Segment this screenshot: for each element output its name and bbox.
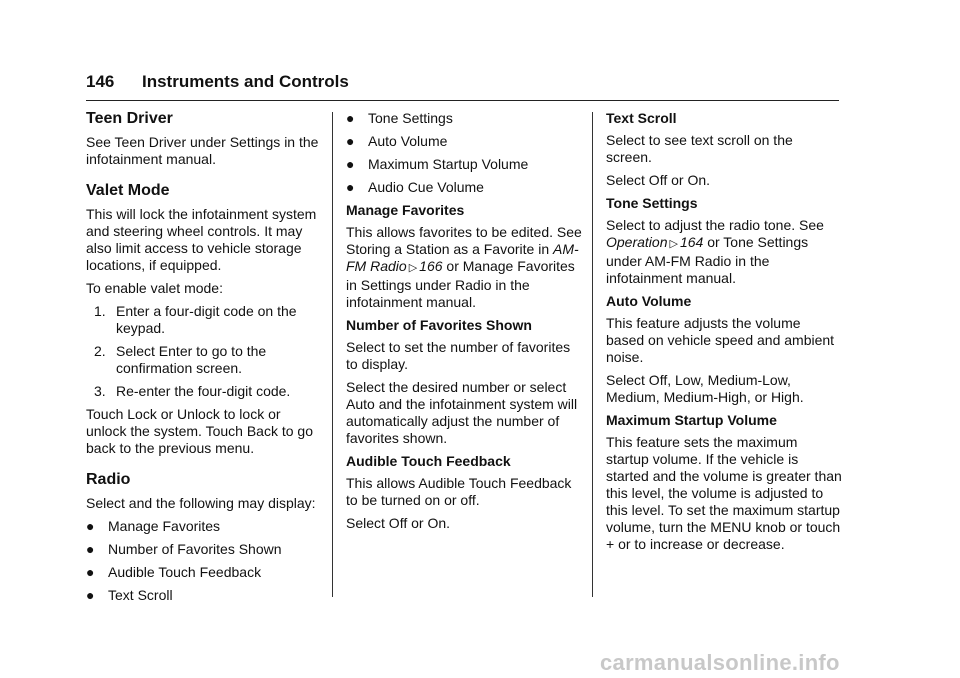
valet-mode-text: This will lock the infotainment system and steering wheel controls. It may also limit access to vehicle storage locations, if equipped. <box>86 206 317 273</box>
manage-favorites-text-b: or Manage Favorites in Settings under Radio in the infotainment manual. <box>346 258 575 310</box>
list-item <box>86 587 322 604</box>
step-number: 2. <box>94 343 106 359</box>
am-fm-radio-link[interactable]: AM-FM Radio <box>346 241 579 274</box>
valet-mode-heading: Valet Mode <box>86 182 170 199</box>
bullet-icon: ● <box>346 179 355 195</box>
column-divider <box>592 112 593 597</box>
list-item <box>346 156 582 173</box>
operation-link[interactable]: Operation <box>606 234 668 250</box>
section-title: Instruments and Controls <box>142 72 349 91</box>
valet-step <box>86 343 322 377</box>
radio-text: Select and the following may display: <box>86 495 316 511</box>
tone-settings-text <box>606 217 842 287</box>
list-item-text: Number of Favorites Shown <box>108 541 282 557</box>
column-right <box>606 110 842 559</box>
tone-settings-heading: Tone Settings <box>606 195 698 211</box>
tone-settings-text-a: Select to adjust the radio tone. See <box>606 217 824 233</box>
page-ref-number[interactable]: 166 <box>419 258 443 274</box>
bullet-icon: ● <box>346 156 355 172</box>
audible-feedback-text: Select Off or On. <box>346 515 451 531</box>
step-text: Select Enter to go to the confirmation screen. <box>116 343 267 376</box>
list-item <box>86 541 322 558</box>
radio-heading: Radio <box>86 471 131 488</box>
auto-volume-text: This feature adjusts the volume based on vehicle speed and ambient noise. <box>606 315 835 365</box>
manage-favorites-text <box>346 224 582 311</box>
page-header <box>86 70 839 101</box>
list-item-text: Audible Touch Feedback <box>108 564 262 580</box>
list-item-text: Text Scroll <box>108 587 173 603</box>
list-item <box>346 179 582 196</box>
list-item-text: Maximum Startup Volume <box>368 156 529 172</box>
max-startup-volume-heading: Maximum Startup Volume <box>606 412 777 428</box>
bullet-icon: ● <box>86 564 95 580</box>
auto-volume-heading: Auto Volume <box>606 293 692 309</box>
text-scroll-text: Select to see text scroll on the screen. <box>606 132 793 165</box>
page-ref-icon: ▷ <box>669 238 678 250</box>
list-item-text: Tone Settings <box>368 110 453 126</box>
watermark: carmanualsonline.info <box>600 650 840 675</box>
page-ref-number[interactable]: 164 <box>679 234 704 250</box>
step-number: 1. <box>94 303 106 319</box>
list-item <box>86 564 322 581</box>
number-favorites-heading: Number of Favorites Shown <box>346 317 532 333</box>
bullet-icon: ● <box>346 133 355 149</box>
tone-settings-text-b: or Tone Settings under AM-FM Radio in the infotainment manual. <box>606 234 809 286</box>
bullet-icon: ● <box>86 587 95 603</box>
manage-favorites-heading: Manage Favorites <box>346 202 465 218</box>
page-number: 146 <box>86 72 115 91</box>
bullet-icon: ● <box>346 110 355 126</box>
text-scroll-heading: Text Scroll <box>606 110 677 126</box>
step-text: Re-enter the four-digit code. <box>116 383 291 399</box>
column-left <box>86 110 322 610</box>
auto-volume-text: Select Off, Low, Medium-Low, Medium, Medium-High, or High. <box>606 372 804 405</box>
column-divider <box>332 112 333 597</box>
list-item-text: Auto Volume <box>368 133 448 149</box>
list-item-text: Manage Favorites <box>108 518 221 534</box>
list-item-text: Audio Cue Volume <box>368 179 484 195</box>
step-text: Enter a four-digit code on the keypad. <box>116 303 297 336</box>
max-startup-volume-text: This feature sets the maximum startup volume. If the vehicle is started and the volume is greater than this level, the volume is adjusted to this level. To set the maximum startup volume, turn the MENU knob or touch + or to increase or decrease. <box>606 434 842 552</box>
page-ref-icon: ▷ <box>408 262 418 274</box>
text-scroll-text: Select Off or On. <box>606 172 711 188</box>
audible-feedback-heading: Audible Touch Feedback <box>346 453 511 469</box>
manage-favorites-text-a: This allows favorites to be edited. See Storing a Station as a Favorite in <box>346 224 582 257</box>
step-number: 3. <box>94 383 106 399</box>
bullet-icon: ● <box>86 518 95 534</box>
list-item <box>346 110 582 127</box>
valet-step <box>86 303 322 337</box>
valet-touch-text: Touch Lock or Unlock to lock or unlock the system. Touch Back to go back to the previous menu. <box>86 406 313 456</box>
teen-driver-heading: Teen Driver <box>86 110 173 127</box>
list-item <box>346 133 582 150</box>
number-favorites-text: Select to set the number of favorites to display. <box>346 339 571 372</box>
audible-feedback-text: This allows Audible Touch Feedback to be turned on or off. <box>346 475 572 508</box>
valet-step <box>86 383 322 400</box>
bullet-icon: ● <box>86 541 95 557</box>
teen-driver-text: See Teen Driver under Settings in the infotainment manual. <box>86 134 319 167</box>
number-favorites-text: Select the desired number or select Auto and the infotainment system will automatically adjust the number of favorites shown. <box>346 379 578 446</box>
valet-enable-text: To enable valet mode: <box>86 280 223 296</box>
list-item <box>86 518 322 535</box>
column-middle <box>346 110 582 538</box>
